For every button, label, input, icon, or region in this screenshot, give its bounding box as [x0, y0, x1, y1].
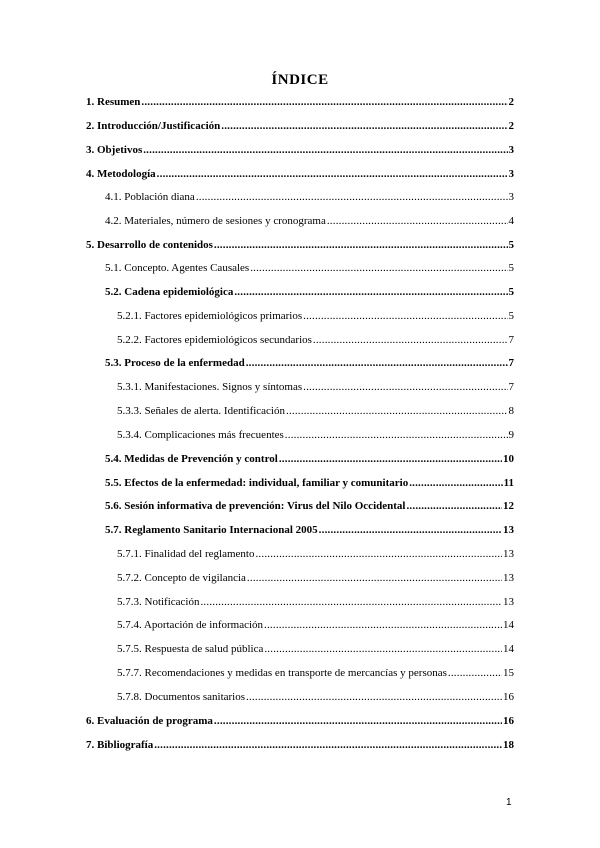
toc-leader	[214, 713, 502, 729]
toc-label: 5. Desarrollo de contenidos	[86, 239, 213, 251]
page-number: 1	[506, 797, 512, 808]
toc-leader	[200, 594, 502, 610]
toc-label: 5.7.1. Finalidad del reglamento	[117, 548, 255, 560]
toc-label: 3. Objetivos	[86, 144, 143, 156]
toc-page: 13	[503, 548, 514, 560]
toc-leader	[221, 118, 507, 134]
toc-entry-poblacion-diana[interactable]	[105, 189, 514, 205]
toc-leader	[409, 475, 502, 491]
toc-entry-complicaciones[interactable]	[117, 427, 514, 443]
toc-label: 5.3.4. Complicaciones más frecuentes	[117, 429, 284, 441]
toc-leader	[319, 522, 502, 538]
toc-page: 4	[508, 215, 514, 227]
toc-page: 13	[503, 572, 514, 584]
toc-page: 10	[503, 453, 514, 465]
toc-entry-aportacion[interactable]	[117, 617, 514, 633]
toc-label: 5.7.7. Recomendaciones y medidas en transporte de mercancías y personas	[117, 667, 447, 679]
toc-entry-factores-secundarios[interactable]	[117, 332, 514, 348]
toc-label: 4.2. Materiales, número de sesiones y cronograma	[105, 215, 326, 227]
toc-leader	[196, 189, 508, 205]
toc-entry-respuesta[interactable]	[117, 641, 514, 657]
toc-label: 5.2.1. Factores epidemiológicos primarios	[117, 310, 303, 322]
toc-entry-finalidad[interactable]	[117, 546, 514, 562]
toc-label: 5.6. Sesión informativa de prevención: Virus del Nilo Occidental	[105, 500, 406, 512]
toc-leader	[255, 546, 502, 562]
toc-label: 5.7.3. Notificación	[117, 596, 200, 608]
toc-page: 7	[508, 357, 514, 369]
toc-entry-documentos[interactable]	[117, 689, 514, 705]
toc-entry-metodologia[interactable]	[86, 166, 514, 182]
toc-page: 8	[508, 405, 514, 417]
toc-leader	[285, 427, 508, 443]
toc-entry-desarrollo[interactable]	[86, 237, 514, 253]
toc-label: 4. Metodología	[86, 168, 156, 180]
toc-page: 5	[508, 262, 514, 274]
toc-leader	[246, 355, 508, 371]
toc-page: 7	[508, 381, 514, 393]
toc-page: 2	[508, 96, 514, 108]
toc-page: 3	[508, 144, 514, 156]
toc-leader	[247, 570, 502, 586]
toc-entry-objetivos[interactable]	[86, 142, 514, 158]
toc-label: 5.2. Cadena epidemiológica	[105, 286, 234, 298]
toc-page: 12	[503, 500, 514, 512]
toc-entry-evaluacion[interactable]	[86, 713, 514, 729]
toc-page: 14	[503, 619, 514, 631]
toc-leader	[157, 166, 508, 182]
toc-label: 4.1. Población diana	[105, 191, 195, 203]
toc-leader	[154, 737, 502, 753]
toc-label: 5.7.5. Respuesta de salud pública	[117, 643, 264, 655]
toc-leader	[246, 689, 502, 705]
toc-leader	[234, 284, 507, 300]
toc-entry-cadena[interactable]	[105, 284, 514, 300]
toc-label: 5.4. Medidas de Prevención y control	[105, 453, 278, 465]
toc-entry-manifestaciones[interactable]	[117, 379, 514, 395]
toc-entry-proceso[interactable]	[105, 355, 514, 371]
toc-page: 2	[508, 120, 514, 132]
toc-label: 5.3.3. Señales de alerta. Identificación	[117, 405, 285, 417]
page-title: ÍNDICE	[271, 72, 329, 88]
toc-entry-factores-primarios[interactable]	[117, 308, 514, 324]
toc-leader	[264, 641, 502, 657]
toc-page: 7	[508, 334, 514, 346]
toc-label: 5.3.1. Manifestaciones. Signos y síntomas	[117, 381, 303, 393]
toc-page: 16	[503, 691, 514, 703]
toc-leader	[303, 379, 507, 395]
toc-entry-medidas[interactable]	[105, 451, 514, 467]
toc-leader	[448, 665, 502, 681]
toc-page: 9	[508, 429, 514, 441]
toc-page: 16	[503, 715, 514, 727]
toc-page: 5	[508, 239, 514, 251]
toc-label: 5.1. Concepto. Agentes Causales	[105, 262, 250, 274]
toc-leader	[279, 451, 502, 467]
toc-leader	[143, 142, 507, 158]
toc-page: 5	[508, 286, 514, 298]
toc-label: 7. Bibliografía	[86, 739, 154, 751]
toc-page: 5	[508, 310, 514, 322]
toc-entry-resumen[interactable]	[86, 94, 514, 110]
toc-entry-materiales[interactable]	[105, 213, 514, 229]
toc-entry-notificacion[interactable]	[117, 594, 514, 610]
toc-entry-recomendaciones[interactable]	[117, 665, 514, 681]
toc-label: 5.7.8. Documentos sanitarios	[117, 691, 246, 703]
toc-page: 13	[503, 596, 514, 608]
toc-page: 15	[503, 667, 514, 679]
toc-entry-senales[interactable]	[117, 403, 514, 419]
toc-label: 5.3. Proceso de la enfermedad	[105, 357, 245, 369]
toc-page: 18	[503, 739, 514, 751]
toc-page: 3	[508, 168, 514, 180]
toc-entry-vigilancia[interactable]	[117, 570, 514, 586]
toc-entry-efectos[interactable]	[105, 475, 514, 491]
toc-label: 5.5. Efectos de la enfermedad: individual, familiar y comunitario	[105, 477, 409, 489]
toc-leader	[264, 617, 502, 633]
toc-leader	[313, 332, 508, 348]
toc-entry-reglamento[interactable]	[105, 522, 514, 538]
toc-leader	[214, 237, 508, 253]
toc-leader	[286, 403, 508, 419]
toc-leader	[303, 308, 507, 324]
toc-page: 3	[508, 191, 514, 203]
toc-leader	[141, 94, 507, 110]
toc-entry-introduccion[interactable]	[86, 118, 514, 134]
toc-leader	[406, 498, 502, 514]
toc-page: 13	[503, 524, 514, 536]
toc-leader	[327, 213, 508, 229]
toc-label: 5.2.2. Factores epidemiológicos secundarios	[117, 334, 312, 346]
toc-entry-bibliografia[interactable]	[86, 737, 514, 753]
toc-label: 1. Resumen	[86, 96, 141, 108]
toc-entry-sesion[interactable]	[105, 498, 514, 514]
toc-leader	[250, 260, 507, 276]
toc-label: 6. Evaluación de programa	[86, 715, 213, 727]
toc-label: 5.7. Reglamento Sanitario Internacional 2005	[105, 524, 318, 536]
toc-label: 2. Introducción/Justificación	[86, 120, 221, 132]
toc-label: 5.7.4. Aportación de información	[117, 619, 264, 631]
toc-page: 14	[503, 643, 514, 655]
toc-page: 11	[503, 477, 514, 489]
toc-entry-concepto[interactable]	[105, 260, 514, 276]
toc-label: 5.7.2. Concepto de vigilancia	[117, 572, 246, 584]
